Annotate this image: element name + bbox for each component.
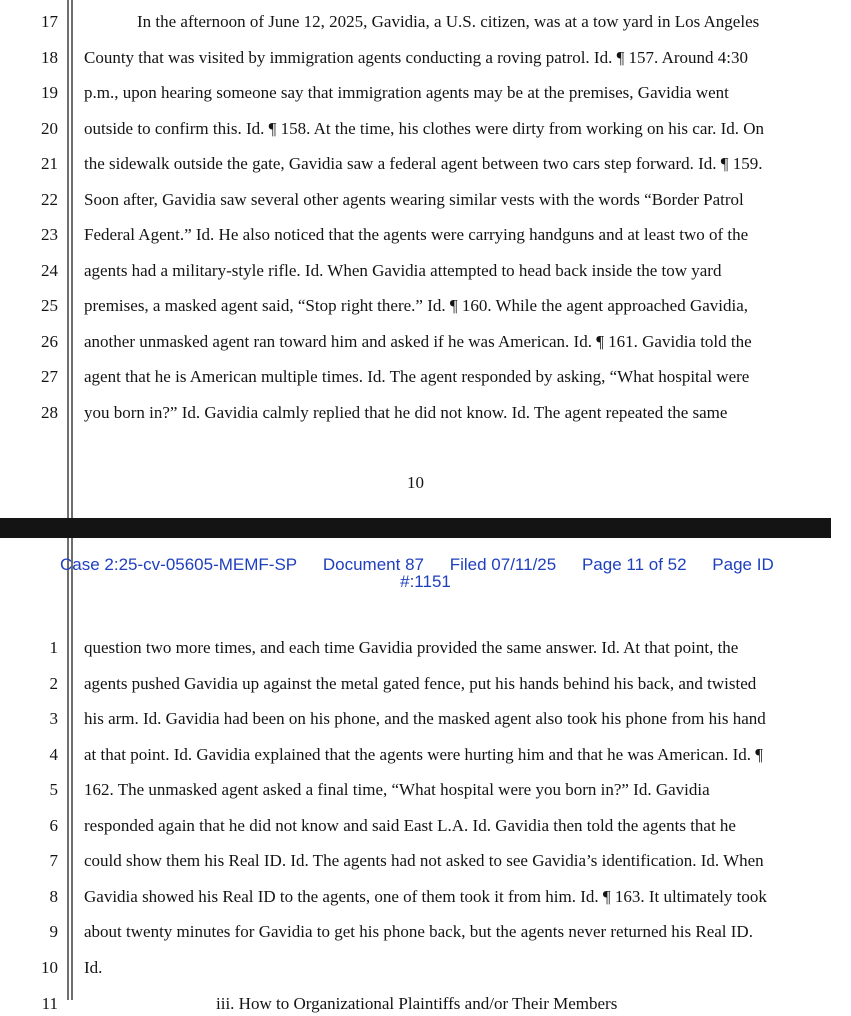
line-number: 17 xyxy=(41,12,58,31)
pleading-line xyxy=(0,365,831,401)
line-number: 4 xyxy=(49,744,58,764)
document-page-top xyxy=(0,0,831,518)
line-text: Id. xyxy=(84,957,103,977)
pleading-line xyxy=(0,636,831,672)
line-number: 2 xyxy=(49,673,58,693)
filed-date: Filed 07/11/25 xyxy=(449,555,557,574)
line-number: 24 xyxy=(41,260,58,280)
line-text: the sidewalk outside the gate, Gavidia saw a federal agent between two cars step forward. Id. ¶ 159. xyxy=(84,154,763,173)
pleading-line xyxy=(0,778,831,814)
page-count: Page 11 of 52 xyxy=(581,555,687,574)
pleading-line xyxy=(0,956,831,992)
pleading-line xyxy=(0,920,831,956)
line-number: 10 xyxy=(41,957,58,977)
line-number: 7 xyxy=(49,851,58,870)
pleading-line xyxy=(0,117,831,153)
pleading-line xyxy=(0,294,831,330)
line-text: In the afternoon of June 12, 2025, Gavidia, a U.S. citizen, was at a tow yard in Los Angeles xyxy=(137,12,760,31)
page-number: 10 xyxy=(407,473,424,492)
line-text: Federal Agent.” Id. He also noticed that the agents were carrying handguns and at least two of the xyxy=(84,225,749,244)
line-number: 20 xyxy=(41,118,58,138)
pleading-line xyxy=(0,188,831,224)
line-text: agents pushed Gavidia up against the metal gated fence, put his hands behind his back, and twisted xyxy=(84,673,757,693)
line-number: 18 xyxy=(41,47,58,67)
line-text: outside to confirm this. Id. ¶ 158. At the time, his clothes were dirty from working on his car. Id. On xyxy=(84,118,765,138)
line-text: another unmasked agent ran toward him and asked if he was American. Id. ¶ 161. Gavidia told the xyxy=(84,331,752,351)
pleading-line xyxy=(0,707,831,743)
line-number: 9 xyxy=(49,922,58,941)
line-text: 162. The unmasked agent asked a final time, “What hospital were you born in?” Id. Gavidia xyxy=(84,780,710,799)
line-text: about twenty minutes for Gavidia to get his phone back, but the agents never returned his Real ID. xyxy=(84,922,753,941)
pleading-line xyxy=(0,259,831,295)
line-number: 8 xyxy=(49,886,58,906)
line-text: agents had a military-style rifle. Id. When Gavidia attempted to head back inside the tow yard xyxy=(84,260,722,280)
pleading-line xyxy=(0,743,831,779)
line-text: p.m., upon hearing someone say that immigration agents may be at the premises, Gavidia went xyxy=(84,83,729,102)
pleading-line xyxy=(0,46,831,82)
line-number: 1 xyxy=(49,638,58,657)
line-text: premises, a masked agent said, “Stop right there.” Id. ¶ 160. While the agent approached Gavidia, xyxy=(84,296,749,315)
line-text: County that was visited by immigration agents conducting a roving patrol. Id. ¶ 157. Around 4:30 xyxy=(84,47,749,67)
pleading-line xyxy=(0,849,831,885)
line-number: 5 xyxy=(49,780,58,799)
line-text: his arm. Id. Gavidia had been on his phone, and the masked agent also took his phone from his hand xyxy=(84,709,766,728)
line-number: 19 xyxy=(41,83,58,102)
line-number: 11 xyxy=(41,994,58,1013)
pleading-line xyxy=(0,401,831,437)
pleading-line xyxy=(0,330,831,366)
line-text: Gavidia showed his Real ID to the agents, one of them took it from him. Id. ¶ 163. It ultimately took xyxy=(84,886,767,906)
line-text: Soon after, Gavidia saw several other agents wearing similar vests with the words “Border Patrol xyxy=(84,189,744,209)
pleading-line xyxy=(0,223,831,259)
pleading-line xyxy=(0,81,831,117)
pleading-line xyxy=(0,10,831,46)
line-number: 28 xyxy=(41,402,58,422)
pleading-line xyxy=(0,672,831,708)
page-id-number: #:1151 xyxy=(400,572,451,591)
document-number: Document 87 xyxy=(322,555,424,574)
line-number: 26 xyxy=(41,331,58,351)
line-number: 27 xyxy=(41,367,58,386)
line-text: question two more times, and each time Gavidia provided the same answer. Id. At that point, the xyxy=(84,638,739,657)
line-text: at that point. Id. Gavidia explained that the agents were hurting him and that he was American. Id. ¶ xyxy=(84,744,764,764)
line-number: 6 xyxy=(49,815,58,835)
page-id-label: Page ID xyxy=(712,555,774,574)
line-text: agent that he is American multiple times. Id. The agent responded by asking, “What hospital were xyxy=(84,367,750,386)
line-text: responded again that he did not know and said East L.A. Id. Gavidia then told the agents that he xyxy=(84,815,736,835)
case-number: Case 2:25-cv-05605-MEMF-SP xyxy=(60,555,298,574)
line-number: 23 xyxy=(41,225,58,244)
pleading-line xyxy=(0,885,831,921)
document-page-bottom xyxy=(0,538,831,1013)
line-number: 21 xyxy=(41,154,58,173)
line-number: 3 xyxy=(49,709,58,728)
line-number: 25 xyxy=(41,296,58,315)
pleading-line xyxy=(0,152,831,188)
partially-visible-line xyxy=(0,992,831,1013)
section-heading: iii. How to Organizational Plaintiffs and/or Their Members xyxy=(216,994,618,1013)
pleading-line xyxy=(0,814,831,850)
page-separator xyxy=(0,518,831,538)
line-text: could show them his Real ID. Id. The agents had not asked to see Gavidia’s identification. Id. When xyxy=(84,851,764,870)
line-text: you born in?” Id. Gavidia calmly replied that he did not know. Id. The agent repeated the same xyxy=(84,402,728,422)
line-number: 22 xyxy=(41,189,58,209)
